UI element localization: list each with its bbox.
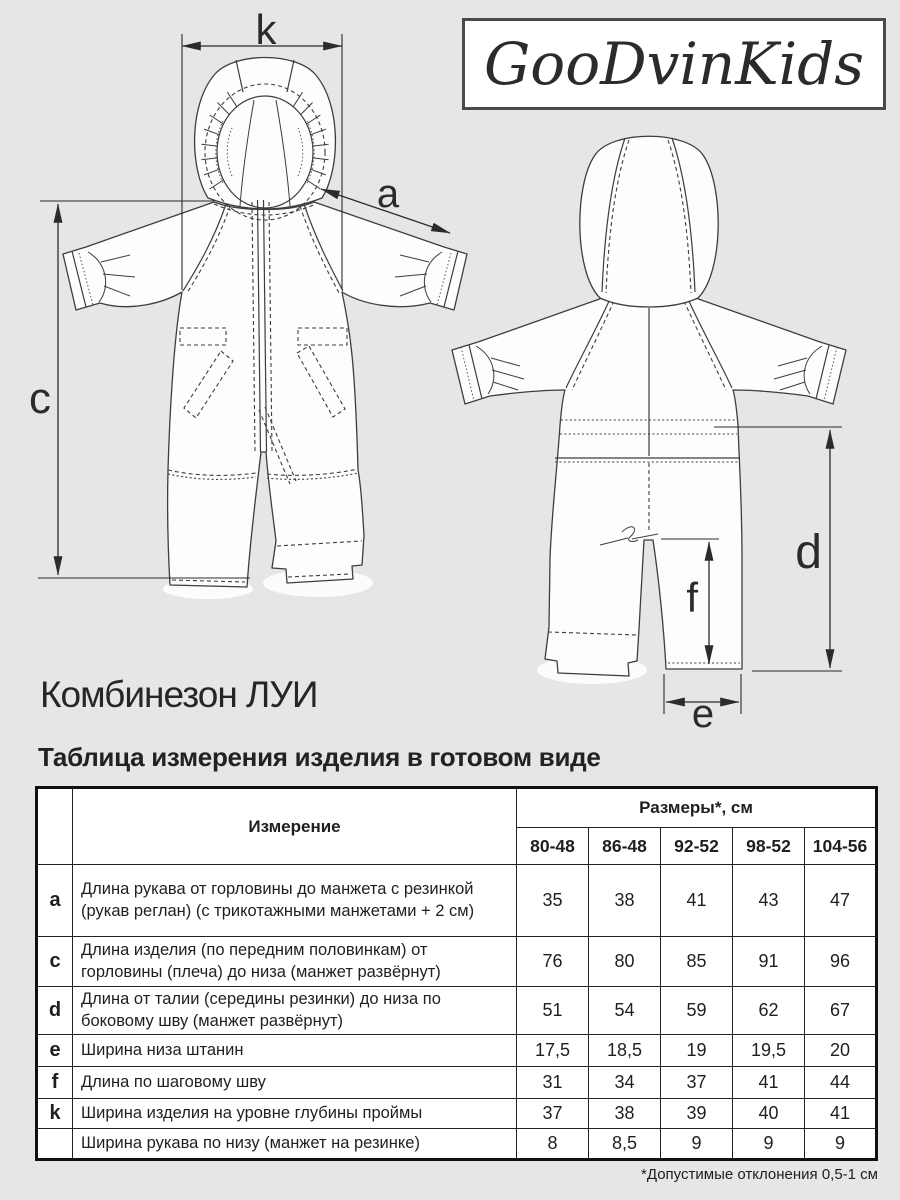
value-cell: 37 bbox=[517, 1099, 589, 1129]
table-row bbox=[37, 937, 877, 987]
value-cell: 38 bbox=[589, 1099, 661, 1129]
brand-logo-box bbox=[462, 18, 886, 110]
dim-label-a: a bbox=[376, 172, 400, 216]
measure-header: Измерение bbox=[73, 788, 517, 865]
measurement-label: Ширина рукава по низу (манжет на резинке) bbox=[73, 1129, 517, 1160]
value-cell: 9 bbox=[733, 1129, 805, 1160]
value-cell: 76 bbox=[517, 937, 589, 987]
size-col-header: 86-48 bbox=[589, 828, 661, 865]
measurement-label: Длина от талии (середины резинки) до низа по боковому шву (манжет развёрнут) bbox=[73, 987, 517, 1035]
row-letter: f bbox=[37, 1067, 73, 1099]
row-letter: e bbox=[37, 1035, 73, 1067]
table-row bbox=[37, 1099, 877, 1129]
product-title: Комбинезон ЛУИ bbox=[40, 674, 318, 715]
dim-label-k: k bbox=[255, 6, 277, 53]
table-header-row bbox=[37, 788, 877, 828]
measurement-table bbox=[35, 786, 878, 1161]
row-letter: d bbox=[37, 987, 73, 1035]
value-cell: 17,5 bbox=[517, 1035, 589, 1067]
size-col-header: 104-56 bbox=[805, 828, 877, 865]
value-cell: 19,5 bbox=[733, 1035, 805, 1067]
value-cell: 44 bbox=[805, 1067, 877, 1099]
value-cell: 62 bbox=[733, 987, 805, 1035]
table-row bbox=[37, 1129, 877, 1160]
row-letter: a bbox=[37, 865, 73, 937]
sizes-header: Размеры*, см bbox=[517, 788, 877, 828]
row-letter: k bbox=[37, 1099, 73, 1129]
value-cell: 41 bbox=[805, 1099, 877, 1129]
table-row bbox=[37, 1067, 877, 1099]
value-cell: 41 bbox=[733, 1067, 805, 1099]
corner-cell bbox=[37, 788, 73, 865]
measurement-label: Ширина изделия на уровне глубины проймы bbox=[73, 1099, 517, 1129]
value-cell: 18,5 bbox=[589, 1035, 661, 1067]
table-row bbox=[37, 1035, 877, 1067]
table-title: Таблица измерения изделия в готовом виде bbox=[38, 742, 601, 772]
dim-label-d: d bbox=[795, 526, 822, 579]
value-cell: 35 bbox=[517, 865, 589, 937]
brand-logo: GooDvinKids bbox=[483, 30, 865, 98]
table-row bbox=[37, 987, 877, 1035]
value-cell: 96 bbox=[805, 937, 877, 987]
value-cell: 9 bbox=[805, 1129, 877, 1160]
front-view bbox=[63, 58, 467, 600]
value-cell: 38 bbox=[589, 865, 661, 937]
value-cell: 31 bbox=[517, 1067, 589, 1099]
row-letter: c bbox=[37, 937, 73, 987]
size-col-header: 98-52 bbox=[733, 828, 805, 865]
value-cell: 43 bbox=[733, 865, 805, 937]
table-row bbox=[37, 865, 877, 937]
value-cell: 8 bbox=[517, 1129, 589, 1160]
size-col-header: 92-52 bbox=[661, 828, 733, 865]
dim-label-c: c bbox=[29, 374, 51, 423]
value-cell: 37 bbox=[661, 1067, 733, 1099]
measurement-label: Длина рукава от горловины до манжета с резинкой (рукав реглан) (с трикотажными манжетами + 2 см) bbox=[73, 865, 517, 937]
front-body-outline bbox=[63, 202, 467, 587]
value-cell: 34 bbox=[589, 1067, 661, 1099]
value-cell: 67 bbox=[805, 987, 877, 1035]
value-cell: 91 bbox=[733, 937, 805, 987]
size-col-header: 80-48 bbox=[517, 828, 589, 865]
value-cell: 85 bbox=[661, 937, 733, 987]
back-view bbox=[452, 136, 846, 684]
measurement-label: Длина изделия (по передним половинкам) от горловины (плеча) до низа (манжет развёрнут) bbox=[73, 937, 517, 987]
value-cell: 40 bbox=[733, 1099, 805, 1129]
measurement-label: Длина по шаговому шву bbox=[73, 1067, 517, 1099]
value-cell: 80 bbox=[589, 937, 661, 987]
value-cell: 39 bbox=[661, 1099, 733, 1129]
tolerance-footnote: *Допустимые отклонения 0,5-1 см bbox=[641, 1166, 878, 1183]
value-cell: 51 bbox=[517, 987, 589, 1035]
value-cell: 8,5 bbox=[589, 1129, 661, 1160]
dim-label-f: f bbox=[686, 574, 698, 621]
value-cell: 19 bbox=[661, 1035, 733, 1067]
row-letter bbox=[37, 1129, 73, 1160]
back-hood bbox=[580, 136, 718, 307]
value-cell: 59 bbox=[661, 987, 733, 1035]
value-cell: 47 bbox=[805, 865, 877, 937]
dim-label-e: e bbox=[691, 692, 715, 736]
value-cell: 20 bbox=[805, 1035, 877, 1067]
value-cell: 41 bbox=[661, 865, 733, 937]
value-cell: 9 bbox=[661, 1129, 733, 1160]
value-cell: 54 bbox=[589, 987, 661, 1035]
measurement-label: Ширина низа штанин bbox=[73, 1035, 517, 1067]
